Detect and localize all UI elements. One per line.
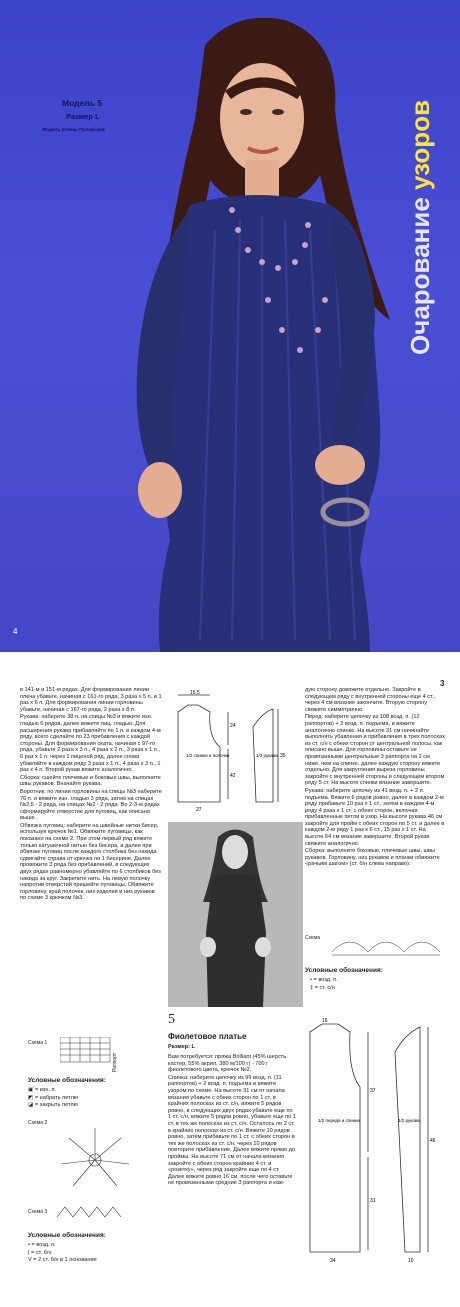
scheme1-label: Схема 1 bbox=[28, 1040, 48, 1046]
scheme2-label: Схема 2 bbox=[28, 1120, 48, 1126]
top-pattern-diagram bbox=[168, 687, 303, 817]
vertical-title bbox=[405, 100, 436, 355]
legend1-item-1: ◩ = набрать петлю bbox=[28, 1094, 79, 1101]
vertical-title-part1: Очарование bbox=[405, 197, 435, 355]
instr-col1-p1: Рукава: наберите 38 п. на спицы №3 и вяжите изн. гладью 6 рядов, далее вяжите лиц. гладью. Для расширения рукава прибавляйте по 1 п. в каждом 4-м ряду, всего сделайте по 23 прибавления с каждой стороны. Для формирования оката, начиная с 97-го ряда, убавьте 2 раза х 3 п., 4 раза х 2 п., 3 раза х 1 п., 6 раз х 1 п. через 1 пиценой ряд, далее снова убавляйте в каждом ряду 3 раза х 1 п., 4 раза х 3 п., 1 раз х 4 п. Второй рукав вяжите аналогично. bbox=[20, 714, 161, 774]
instr-col1-p3: Воротник: по линии горловины на спицы №3 наберите 76 п. и вяжите изн. гладью 3 ряда, затем на спицах №2,5 - 2 ряда, на спицах №2 - 2 ряда. Во 2-3-м рядах сформируйте отверстие для пуговиц, как описано выше. bbox=[20, 788, 162, 822]
instructions-col2 bbox=[305, 687, 445, 869]
instr-col2-p2: Рукава: наберите цепочку из 41 возд. п. + 2 п. подъема. Вяжите 6 рядов ровно, далее в каждом 2-м ряду прибавьте 10 раз х 1 ст., затем в каждом 4-м ряду 4 раза х 1 ст. с обеих сторон, включая прибавленные петли в узор. На высоте рукава 46 см закройте для пройм с обеих сторон по 5 ст. и далее в каждом 2-м ряду 1 раз х 6 ст., 15 раз х 1 ст. На высоте 64 см вязание завершите. Второй рукав свяжите аналогично. bbox=[305, 787, 445, 847]
top-dim-1: 24 bbox=[230, 723, 236, 729]
legend2-text-1: = ст. б/н bbox=[31, 1249, 52, 1256]
rapport-label: Раппорт bbox=[112, 1052, 118, 1072]
bottom-dim-2: 31 bbox=[370, 1198, 376, 1204]
legend2-title: Условные обозначения: bbox=[28, 1232, 106, 1239]
legend1-text-2: = закрыть петлю bbox=[34, 1102, 78, 1109]
designer-label: Модель Елены Полевской bbox=[42, 128, 105, 133]
legend1-item-0: ▣ = изн. п. bbox=[28, 1087, 57, 1093]
top-dim-2: 42 bbox=[230, 773, 236, 779]
dress-photo-small bbox=[168, 822, 303, 1007]
legend3-title: Условные обозначения: bbox=[305, 967, 383, 974]
legend1-list bbox=[28, 1087, 128, 1110]
legend3-list bbox=[310, 977, 430, 992]
size-label: Размер L bbox=[66, 112, 100, 121]
legend2-text-2: = 2 ст. б/н в 1 основание bbox=[33, 1257, 97, 1264]
bottom-dim-4: 46 bbox=[430, 1138, 436, 1144]
model5-size: Размер: L bbox=[168, 1044, 195, 1050]
scheme-right-diagram bbox=[330, 930, 450, 960]
model-label: Модель 5 bbox=[62, 98, 102, 108]
legend2-item-1: | = ст. б/н bbox=[28, 1249, 52, 1256]
legend1-title: Условные обозначения: bbox=[28, 1077, 106, 1084]
legend2-item-0: • = возд. п. bbox=[28, 1242, 56, 1248]
cover-page bbox=[0, 0, 460, 652]
top-back-label: 1/2 спинки и полочки bbox=[186, 753, 230, 758]
legend3-item-1: ‡ = ст. с/н bbox=[310, 984, 335, 991]
page-number-cover: 4 bbox=[13, 627, 18, 636]
legend3-text-1: = ст. с/н bbox=[314, 984, 335, 991]
instr-col1-p0: в 141-м и 151-м рядах. Для формирования линии плеча убавьте, начиная с 161-го ряда, 3 раза х 5 п. и 1 раз х 6 п. Для формирования линии горловины убавьте, начиная с 167-го ряда, 2 раза х 8 п. bbox=[20, 687, 162, 713]
legend2-text-0: = возд. п. bbox=[31, 1242, 56, 1248]
bottom-sleeve-label: 1/2 рукава bbox=[398, 1118, 420, 1123]
scheme3-label: Схема 3 bbox=[28, 1209, 48, 1215]
page-number-instructions: 3 bbox=[440, 679, 445, 688]
model5-text bbox=[168, 1054, 296, 1188]
legend1-text-0: = изн. п. bbox=[34, 1087, 57, 1093]
bottom-dim-1: 37 bbox=[370, 1088, 376, 1094]
model5-p0: Вам потребуется: пряжа Brilliant (45% шерсть кастер, 55% акрил, 380 м/100 г) - 700 г фиолетового цвета, крючок №2. bbox=[168, 1054, 287, 1074]
top-sleeve-label: 1/2 рукава bbox=[256, 753, 278, 758]
legend1-text-1: = набрать петлю bbox=[34, 1094, 79, 1101]
instructions-col1 bbox=[20, 687, 162, 903]
instr-col2-p3: Сборка: выполните боковые, плечевые швы, швы рукавов. Горловину, низ рукавов и планки обвяжите «рачьим шагом» (ст. б/н слева направо). bbox=[305, 848, 440, 868]
legend3-item-0: • = возд. п. bbox=[310, 977, 338, 983]
scheme3-diagram bbox=[55, 1202, 130, 1222]
model5-number: 5 bbox=[168, 1012, 175, 1027]
vertical-title-part2: узоров bbox=[405, 99, 435, 190]
top-dim-0: 15,5 bbox=[190, 690, 200, 696]
legend3-text-0: = возд. п. bbox=[313, 977, 338, 983]
instructions-page bbox=[0, 652, 460, 1307]
bottom-dim-0: 16 bbox=[322, 1018, 328, 1024]
legend2-item-2: V = 2 ст. б/н в 1 основание bbox=[28, 1257, 97, 1264]
instr-col2-p1: Перед: наберите цепочку из 108 возд. п. (12 раппортов) + 2 возд. п. подъема, и вяжите аналогично спинке. На высоте 31 см начинайте выполнять убавления и прибавления в трех полосках из ст. с/н с обеих сторон от центральной полосы, как описано выше. Для горловины оставьте не провязанными центральные 3 раппорта на 2 см ниже, чем на спинке, далее каждую сторону вяжите отдельно. Для закругления выреза горловины закройте с внутренней стороны в следующем втором ряду 5 ст. На высоте спинки вязание завершите. bbox=[305, 714, 445, 787]
top-dim-3: 27 bbox=[196, 807, 202, 813]
instr-col1-p2: Сборка: сшейте плечевые и боковые швы, выполните швы рукавов. Вначайте рукава. bbox=[20, 774, 161, 788]
bottom-pattern-diagram bbox=[300, 1012, 455, 1302]
bottom-dim-3: 34 bbox=[330, 1258, 336, 1264]
scheme2-diagram bbox=[55, 1122, 135, 1192]
scheme1-grid bbox=[60, 1037, 120, 1067]
model5-p1: Спинка: наберите цепочку из 99 возд. п. (11 раппортов) + 2 возд. п. подъема и вяжите узором по схеме. На высоте 31 см от начала вязания убавьте с обеих сторон по 1 ст. в крайних полосках из ст. с/н, вяжите 5 рядов ровно, в следующих двух рядах убавьте еще по 1 ст. с/н, вяжите 5 рядов ровно, убавьте еще по 1 ст. в тех же полосках из ст. с/н. Осталось по 2 ст. в крайних полосках из ст. с/н. Вяжите 10 рядов ровно, затем прибавьте по 1 ст. с обеих сторон в тех же полосках из ст. с/н, через 10 рядов повторите прибавление. Далее вяжите прямо до проймы. На высоте 71 см от начала вязания закройте с обеих сторон крайние 4 ст. и «розетку», через ряд закройте еще по 4 ст. Далее вяжите ровно 16 см, после чего оставьте не провязанными средние 3 раппорта и каж- bbox=[168, 1074, 296, 1187]
bottom-front-label: 1/2 переда и спинки bbox=[318, 1118, 360, 1123]
legend2-list bbox=[28, 1242, 148, 1265]
instr-col1-p4: Обвязка пуговиц: наберите на швейные нитки бисер, используя крючок №1. Обвяжите пуговицы, как показано на схеме 2. При этом первый ряд вяжите только катушечной нитью без бисера, а далее при обвязке пуговиц после каждого столбика без накида сдвигайте справа от крючка по 1 бисерине. Далее провяжите 3 ряда без прибавлений, в следующих двух рядах равномерно убавляйте по 6 столбиков без накида за круг. Закрепите нить. На левую полочку напротив отверстий пришейте пуговицы. Обвяжите горловину, край полочек, низ изделия и низ рукавов по схеме 3 крючком №3. bbox=[20, 822, 161, 902]
model5-title: Фиолетовое платье bbox=[168, 1032, 247, 1041]
scheme-right-label: Схема bbox=[305, 935, 321, 941]
legend1-item-2: ◪ = закрыть петлю bbox=[28, 1102, 78, 1109]
top-dim-4: 35 bbox=[280, 753, 286, 759]
bottom-dim-5: 10 bbox=[408, 1258, 414, 1264]
instr-col2-p0: дую сторону довяжите отдельно. Закройте в следующем ряду с внутренней стороны еще 4 ст., через 4 см вязание закончите. Вторую сторону свяжите симметрично. bbox=[305, 687, 436, 713]
